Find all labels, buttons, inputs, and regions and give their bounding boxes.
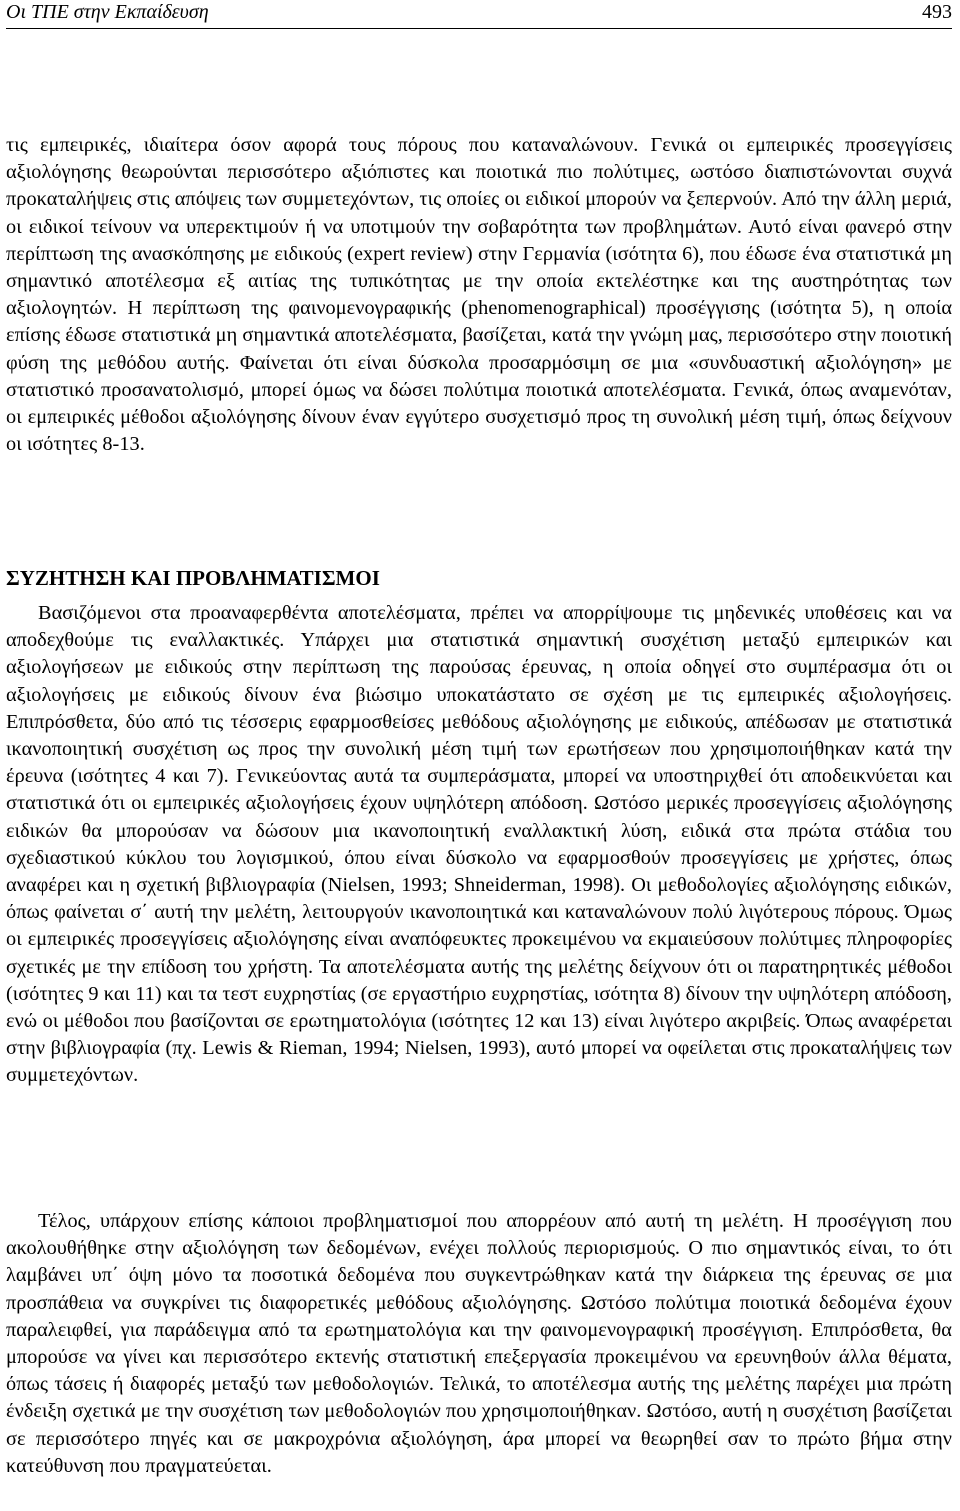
page-number: 493	[922, 1, 952, 23]
body-paragraph-1: τις εμπειρικές, ιδιαίτερα όσον αφορά τους πόρους που καταναλώνουν. Γενικά οι εμπειρικές προσεγγίσεις αξιολόγησης θεωρούνται περισσότερο αξιόπιστες και ποιοτικά πιο πολύτιμες, ωστόσο διαπιστώνονται συχνά προκαταλήψεις στις απόψεις των συμμετεχόντων, τις οποίες οι ειδικοί μπορούν να ξεπερνούν. Από την άλλη μεριά, οι ειδικοί τείνουν να υπερεκτιμούν ή να υποτιμούν την σοβαρότητα των προβλημάτων. Αυτό είναι φανερό στην περίπτωση της ανασκόπησης με ειδικούς (expert review) στην Γερμανία (ισότητα 6), που έδωσε ένα στατιστικά μη σημαντικό αποτέλεσμα εξ αιτίας της τυπικότητας με την οποία εκτελέστηκε και της αυστηρότητας των αξιολογητών. Η περίπτωση της φαινομενογραφικής (phenomenographical) προσέγγισης (ισότητα 5), η οποία επίσης έδωσε στατιστικά μη σημαντικά αποτελέσματα, βασίζεται, κατά την γνώμη μας, περισσότερο στην ποιοτική φύση της μεθόδου αυτής. Φαίνεται ότι είναι δύσκολα προσαρμόσιμη σε μια «συνδυαστική αξιολόγηση» με στατιστικό προσανατολισμό, μπορεί όμως να δώσει πολύτιμα ποιοτικά αποτελέσματα. Γενικά, όπως αναμενόταν, οι εμπειρικές μέθοδοι αξιολόγησης δίνουν έναν εγγύτερο συσχετισμό προς τη συνολική μέση τιμή, όπως δείχνουν οι ισότητες 8-13.	[6, 134, 952, 456]
body-paragraph-3: Τέλος, υπάρχουν επίσης κάποιοι προβληματισμοί που απορρέουν από αυτή τη μελέτη. Η προσέγγιση που ακολουθήθηκε στην αξιολόγηση των δεδομένων, ενέχει πολλούς περιορισμούς. Ο πιο σημαντικός είναι, το ότι λαμβάνει υπ΄ όψη μόνο τα ποσοτικά δεδομένα που συγκεντρώθηκαν κατά την διάρκεια της έρευνας σε μια προσπάθεια να συγκρίνει τις διαφορετικές μεθόδους αξιολόγησης. Ωστόσο πολύτιμα ποιοτικά δεδομένα έχουν παραλειφθεί, για παράδειγμα από τα ερωτηματολόγια και την φαινομενογραφική προσέγγιση. Επιπρόσθετα, θα μπορούσε να γίνει και περισσότερο εκτενής στατιστική επεξεργασία προκειμένου να ερευνηθούν άλλα θέματα, όπως τάσεις ή διαφορές μεταξύ των μεθοδολογιών. Τελικά, το αποτέλεσμα αυτής της μελέτης παρέχει μια πρώτη ένδειξη σχετικά με την συσχέτιση των μεθοδολογιών που χρησιμοποιήθηκαν. Ωστόσο, αυτή η συσχέτιση βασίζεται σε περισσότερο πηγές και σε μακροχρόνια αξιολόγηση, άρα μπορεί να θεωρηθεί σαν το πρώτο βήμα στην κατεύθυνση που πραγματεύεται.	[6, 1210, 952, 1477]
body-paragraph-2: Βασιζόμενοι στα προαναφερθέντα αποτελέσματα, πρέπει να απορρίψουμε τις μηδενικές υποθέσεις και να αποδεχθούμε τις εναλλακτικές. Υπάρχει μια στατιστικά σημαντική συσχέτιση μεταξύ εμπειρικών και αξιολογήσεων με ειδικούς στην περίπτωση της παρούσας έρευνας, η οποία οδηγεί στο συμπέρασμα ότι οι αξιολογήσεις με ειδικούς δίνουν ένα βιώσιμο υποκατάστατο σε σχέση με τις εμπειρικές αξιολογήσεις. Επιπρόσθετα, δύο από τις τέσσερις εφαρμοσθείσες μεθόδους αξιολόγησης με ειδικούς, απέδωσαν με στατιστικά ικανοποιητική συσχέτιση ως προς την συνολική μέση τιμή των ερωτήσεων που χρησιμοποιήθηκαν κατά την έρευνα (ισότητες 4 και 7). Γενικεύοντας αυτά τα συμπεράσματα, μπορεί να υποστηριχθεί ότι αποδεικνύεται και στατιστικά ότι οι εμπειρικές αξιολογήσεις έχουν υψηλότερη απόδοση. Ωστόσο μερικές προσεγγίσεις αξιολόγησης ειδικών θα μπορούσαν να δώσουν μια ικανοποιητική εναλλακτική λύση, ειδικά στα πρώτα στάδια του σχεδιαστικού κύκλου του λογισμικού, όπου είναι δύσκολο να εφαρμοσθούν προσεγγίσεις με χρήστες, όπως αναφέρει και η σχετική βιβλιογραφία (Nielsen, 1993; Shneiderman, 1998). Οι μεθοδολογίες αξιολόγησης ειδικών, όπως φαίνεται σ΄ αυτή την μελέτη, λειτουργούν ικανοποιητικά και καταναλώνουν πολύ λιγότερους πόρους. Όμως οι εμπειρικές προσεγγίσεις αξιολόγησης είναι αναπόφευκτες προκειμένου να εκμαιεύσουν πολύτιμες πληροφορίες σχετικές με την επίδοση του χρήστη. Τα αποτελέσματα αυτής της μελέτης δείχνουν ότι οι παρατηρητικές μέθοδοι (ισότητες 9 και 11) και τα τεστ ευχρηστίας (σε εργαστήριο ευχρηστίας, ισότητα 8) δίνουν την υψηλότερη απόδοση, ενώ οι μέθοδοι που βασίζονται σε ερωτηματολόγια (ισότητες 12 και 13) είναι λιγότερο ακριβείς. Όπως αναφέρεται στην βιβλιογραφία (πχ. Lewis & Rieman, 1994; Nielsen, 1993), αυτό μπορεί να οφείλεται στις προκαταλήψεις των συμμετεχόντων.	[6, 602, 952, 1087]
running-header	[6, 0, 952, 29]
section-heading: ΣΥΖΗΤΗΣΗ ΚΑΙ ΠΡΟΒΛΗΜΑΤΙΣΜΟΙ	[6, 566, 380, 590]
journal-title: Οι ΤΠΕ στην Εκπαίδευση	[6, 1, 209, 23]
